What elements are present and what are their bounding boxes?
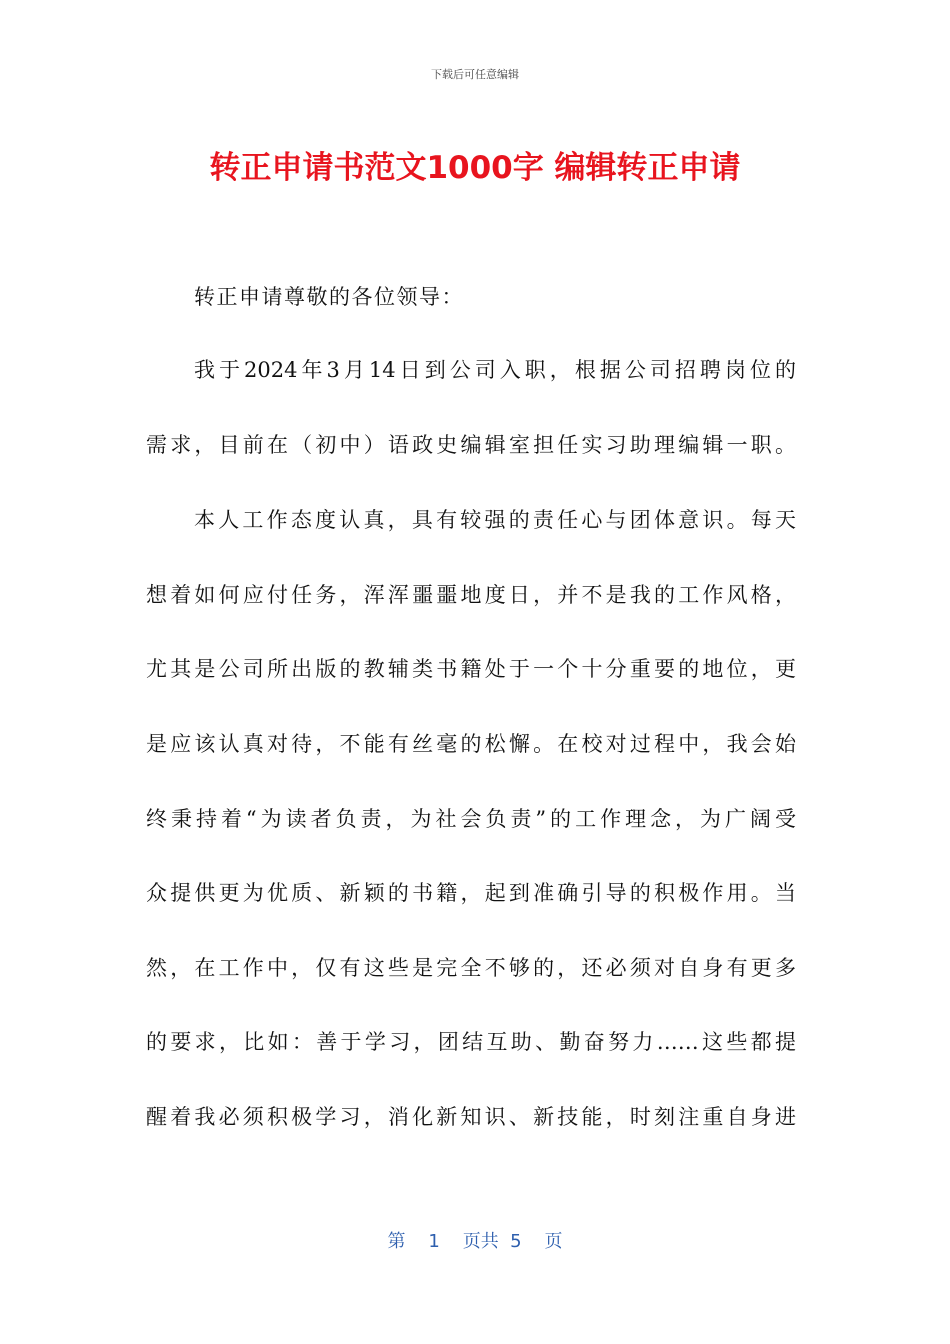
footer-prefix: 第 [387, 1231, 406, 1252]
header-note: 下载后可任意编辑 [431, 68, 519, 81]
paragraph-line: 醒着我必须积极学习，消化新知识、新技能，时刻注重自身进 [146, 1105, 796, 1129]
footer-suffix: 页 [544, 1231, 563, 1252]
paragraph-line: 终秉持着“为读者负责，为社会负责”的工作理念，为广阔受 [146, 807, 796, 831]
paragraph-line: 然，在工作中，仅有这些是完全不够的，还必须对自身有更多 [146, 956, 796, 980]
paragraph-line: 我于2024年3月14日到公司入职，根据公司招聘岗位的 [194, 358, 796, 382]
paragraph-line: 的要求，比如：善于学习，团结互助、勤奋努力……这些都提 [146, 1030, 796, 1054]
paragraph-line: 尤其是公司所出版的教辅类书籍处于一个十分重要的地位，更 [146, 657, 796, 681]
page-footer [0, 1227, 950, 1253]
paragraph-line: 众提供更为优质、新颖的书籍，起到准确引导的积极作用。当 [146, 881, 796, 905]
salutation-line: 转正申请尊敬的各位领导： [194, 285, 464, 309]
document-title: 转正申请书范文1000字 编辑转正申请 [209, 150, 741, 186]
paragraph-line: 想着如何应付任务，浑浑噩噩地度日，并不是我的工作风格， [146, 583, 796, 607]
footer-middle: 页共 [462, 1231, 499, 1252]
paragraph-line: 需求，目前在（初中）语政史编辑室担任实习助理编辑一职。 [146, 433, 796, 457]
paragraph-line: 是应该认真对待，不能有丝毫的松懈。在校对过程中，我会始 [146, 732, 796, 756]
footer-total-pages: 5 [510, 1231, 522, 1252]
paragraph-line: 本人工作态度认真，具有较强的责任心与团体意识。每天 [194, 508, 796, 532]
footer-page-number: 1 [428, 1231, 440, 1252]
